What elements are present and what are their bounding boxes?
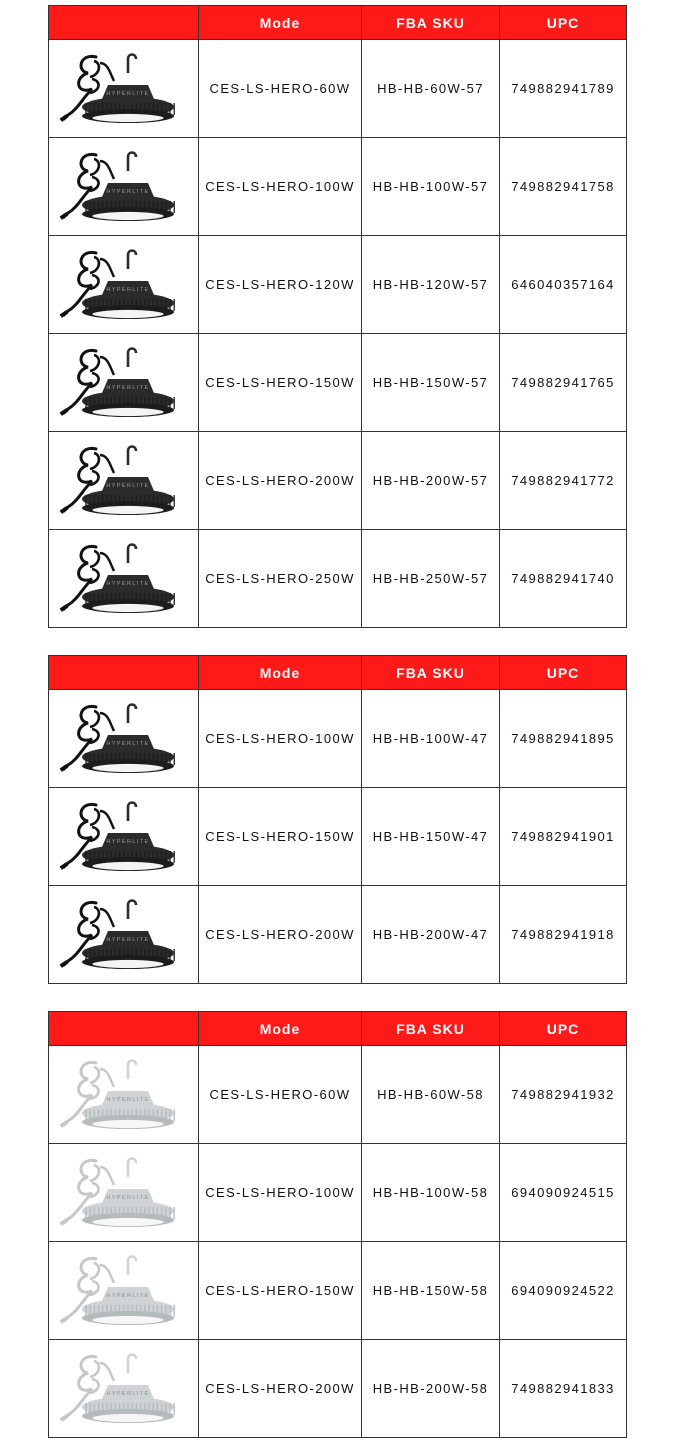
high-bay-light-fixture-icon <box>58 435 190 527</box>
table-row <box>49 40 627 138</box>
brand-logo-text: HYPERLITE <box>105 90 150 97</box>
upc-cell: 749882941918 <box>500 886 627 984</box>
fba-sku-cell: HB-HB-60W-58 <box>362 1046 500 1144</box>
mode-cell: CES-LS-HERO-60W <box>199 40 362 138</box>
table-header-row <box>49 6 627 40</box>
high-bay-light-fixture-icon <box>58 1049 190 1141</box>
high-bay-light-fixture-icon <box>58 141 190 233</box>
brand-logo-text: HYPERLITE <box>105 838 150 845</box>
high-bay-light-fixture-icon <box>58 43 190 135</box>
header-fba-sku: FBA SKU <box>362 1012 500 1046</box>
fba-sku-cell: HB-HB-250W-57 <box>362 530 500 628</box>
product-image <box>49 1340 199 1438</box>
upc-cell: 646040357164 <box>500 236 627 334</box>
fba-sku-cell: HB-HB-60W-57 <box>362 40 500 138</box>
header-mode: Mode <box>199 1012 362 1046</box>
mode-cell: CES-LS-HERO-100W <box>199 138 362 236</box>
header-image <box>49 6 199 40</box>
header-fba-sku: FBA SKU <box>362 6 500 40</box>
header-upc: UPC <box>500 656 627 690</box>
high-bay-light-fixture-icon <box>58 337 190 429</box>
table-row <box>49 788 627 886</box>
header-mode: Mode <box>199 656 362 690</box>
high-bay-light-fixture-icon <box>58 693 190 785</box>
table-header-row <box>49 1012 627 1046</box>
mode-cell: CES-LS-HERO-200W <box>199 432 362 530</box>
header-mode: Mode <box>199 6 362 40</box>
mode-cell: CES-LS-HERO-60W <box>199 1046 362 1144</box>
fba-sku-cell: HB-HB-200W-58 <box>362 1340 500 1438</box>
high-bay-light-fixture-icon <box>58 791 190 883</box>
fba-sku-cell: HB-HB-150W-47 <box>362 788 500 886</box>
product-image <box>49 1144 199 1242</box>
upc-cell: 749882941758 <box>500 138 627 236</box>
upc-cell: 694090924515 <box>500 1144 627 1242</box>
table-header-row <box>49 656 627 690</box>
product-image <box>49 236 199 334</box>
product-image <box>49 432 199 530</box>
sku-table-1 <box>48 5 627 628</box>
table-row <box>49 886 627 984</box>
upc-cell: 749882941901 <box>500 788 627 886</box>
table-row <box>49 236 627 334</box>
table-row <box>49 530 627 628</box>
table-row <box>49 1340 627 1438</box>
fba-sku-cell: HB-HB-200W-57 <box>362 432 500 530</box>
brand-logo-text: HYPERLITE <box>105 188 150 195</box>
product-image <box>49 530 199 628</box>
mode-cell: CES-LS-HERO-150W <box>199 788 362 886</box>
brand-logo-text: HYPERLITE <box>105 580 150 587</box>
brand-logo-text: HYPERLITE <box>105 482 150 489</box>
table-row <box>49 1046 627 1144</box>
product-image <box>49 1242 199 1340</box>
fba-sku-cell: HB-HB-100W-58 <box>362 1144 500 1242</box>
mode-cell: CES-LS-HERO-120W <box>199 236 362 334</box>
product-image <box>49 138 199 236</box>
upc-cell: 749882941740 <box>500 530 627 628</box>
upc-cell: 749882941765 <box>500 334 627 432</box>
mode-cell: CES-LS-HERO-100W <box>199 690 362 788</box>
brand-logo-text: HYPERLITE <box>105 384 150 391</box>
table-row <box>49 138 627 236</box>
high-bay-light-fixture-icon <box>58 533 190 625</box>
fba-sku-cell: HB-HB-100W-47 <box>362 690 500 788</box>
mode-cell: CES-LS-HERO-200W <box>199 1340 362 1438</box>
product-image <box>49 40 199 138</box>
table-row <box>49 432 627 530</box>
header-upc: UPC <box>500 6 627 40</box>
fba-sku-cell: HB-HB-150W-58 <box>362 1242 500 1340</box>
table-row <box>49 1144 627 1242</box>
mode-cell: CES-LS-HERO-200W <box>199 886 362 984</box>
mode-cell: CES-LS-HERO-150W <box>199 334 362 432</box>
product-image <box>49 334 199 432</box>
table-row <box>49 690 627 788</box>
product-image <box>49 1046 199 1144</box>
upc-cell: 749882941895 <box>500 690 627 788</box>
product-image <box>49 690 199 788</box>
upc-cell: 749882941789 <box>500 40 627 138</box>
upc-cell: 694090924522 <box>500 1242 627 1340</box>
high-bay-light-fixture-icon <box>58 239 190 331</box>
upc-cell: 749882941833 <box>500 1340 627 1438</box>
high-bay-light-fixture-icon <box>58 889 190 981</box>
sku-table-3 <box>48 1011 627 1438</box>
product-image <box>49 886 199 984</box>
brand-logo-text: HYPERLITE <box>105 1390 150 1397</box>
high-bay-light-fixture-icon <box>58 1245 190 1337</box>
table-row <box>49 334 627 432</box>
high-bay-light-fixture-icon <box>58 1343 190 1435</box>
sku-table-2 <box>48 655 627 984</box>
brand-logo-text: HYPERLITE <box>105 936 150 943</box>
brand-logo-text: HYPERLITE <box>105 1096 150 1103</box>
upc-cell: 749882941772 <box>500 432 627 530</box>
header-image <box>49 1012 199 1046</box>
brand-logo-text: HYPERLITE <box>105 1194 150 1201</box>
mode-cell: CES-LS-HERO-100W <box>199 1144 362 1242</box>
mode-cell: CES-LS-HERO-250W <box>199 530 362 628</box>
header-upc: UPC <box>500 1012 627 1046</box>
header-fba-sku: FBA SKU <box>362 656 500 690</box>
upc-cell: 749882941932 <box>500 1046 627 1144</box>
brand-logo-text: HYPERLITE <box>105 286 150 293</box>
fba-sku-cell: HB-HB-200W-47 <box>362 886 500 984</box>
brand-logo-text: HYPERLITE <box>105 1292 150 1299</box>
product-image <box>49 788 199 886</box>
fba-sku-cell: HB-HB-100W-57 <box>362 138 500 236</box>
mode-cell: CES-LS-HERO-150W <box>199 1242 362 1340</box>
high-bay-light-fixture-icon <box>58 1147 190 1239</box>
table-row <box>49 1242 627 1340</box>
header-image <box>49 656 199 690</box>
brand-logo-text: HYPERLITE <box>105 740 150 747</box>
fba-sku-cell: HB-HB-120W-57 <box>362 236 500 334</box>
fba-sku-cell: HB-HB-150W-57 <box>362 334 500 432</box>
